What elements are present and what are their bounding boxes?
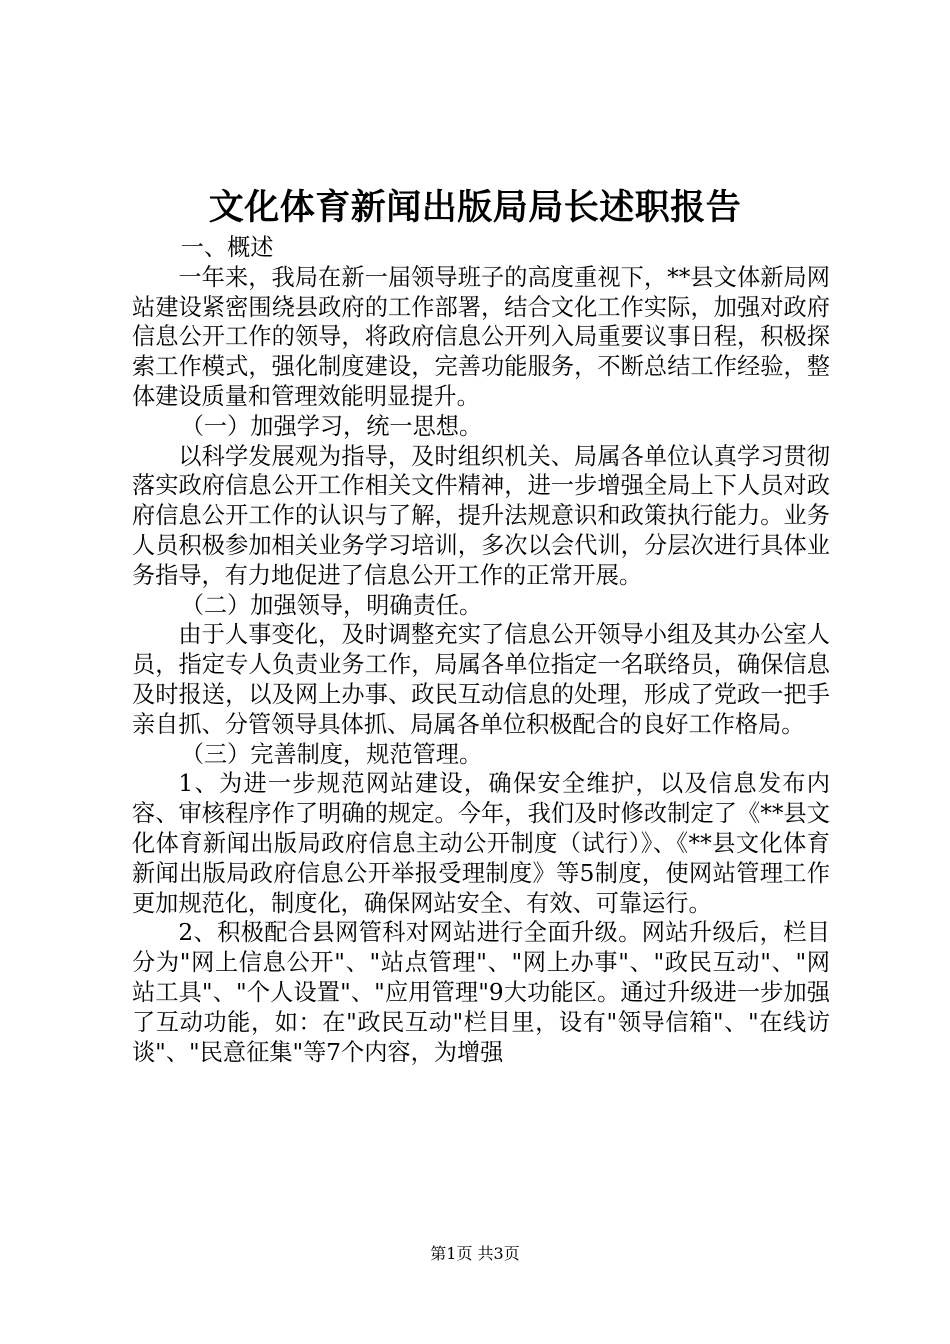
paragraph-upgrade: 2、积极配合县网管科对网站进行全面升级。网站升级后，栏目分为"网上信息公开"、"站点管理"、"网上办事"、"政民互动"、"网站工具"、"个人设置"、"应用管理"9大功能区。通过升级进一步加强了互动功能，如：在"政民互动"栏目里，设有"领导信箱"、"在线访谈"、"民意征集"等7个内容，为增强 [132, 919, 830, 1066]
subsection-heading-3: （三）完善制度，规范管理。 [180, 740, 483, 768]
page-footer: 第1页 共3页 [430, 1244, 520, 1263]
paragraph-study: 以科学发展观为指导，及时组织机关、局属各单位认真学习贯彻落实政府信息公开工作相关文件精神，进一步增强全局上下人员对政府信息公开工作的认识与了解，提升法规意识和政策执行能力。业务人员积极参加相关业务学习培训，多次以会代训，分层次进行具体业务指导，有力地促进了信息公开工作的正常开展。 [132, 442, 830, 589]
section-heading-overview: 一、概述 [180, 234, 274, 261]
subsection-heading-2: （二）加强领导，明确责任。 [180, 591, 483, 619]
paragraph-rules: 1、为进一步规范网站建设，确保安全维护，以及信息发布内容、审核程序作了明确的规定。今年，我们及时修改制定了《**县文化体育新闻出版局政府信息主动公开制度（试行）》、《**县文化体育新闻出版局政府信息公开举报受理制度》等5制度，使网站管理工作更加规范化，制度化，确保网站安全、有效、可靠运行。 [132, 770, 830, 917]
subsection-heading-1: （一）加强学习，统一思想。 [180, 412, 483, 440]
document-title: 文化体育新闻出版局局长述职报告 [208, 187, 742, 228]
paragraph-leadership: 由于人事变化，及时调整充实了信息公开领导小组及其办公室人员，指定专人负责业务工作，局属各单位指定一名联络员，确保信息及时报送，以及网上办事、政民互动信息的处理，形成了党政一把手亲自抓、分管领导具体抓、局属各单位积极配合的良好工作格局。 [132, 621, 830, 738]
paragraph-overview: 一年来，我局在新一届领导班子的高度重视下，**县文体新局网站建设紧密围绕县政府的工作部署，结合文化工作实际，加强对政府信息公开工作的领导，将政府信息公开列入局重要议事日程，积极探索工作模式，强化制度建设，完善功能服务，不断总结工作经验，整体建设质量和管理效能明显提升。 [132, 263, 830, 410]
document-body [132, 233, 830, 1067]
